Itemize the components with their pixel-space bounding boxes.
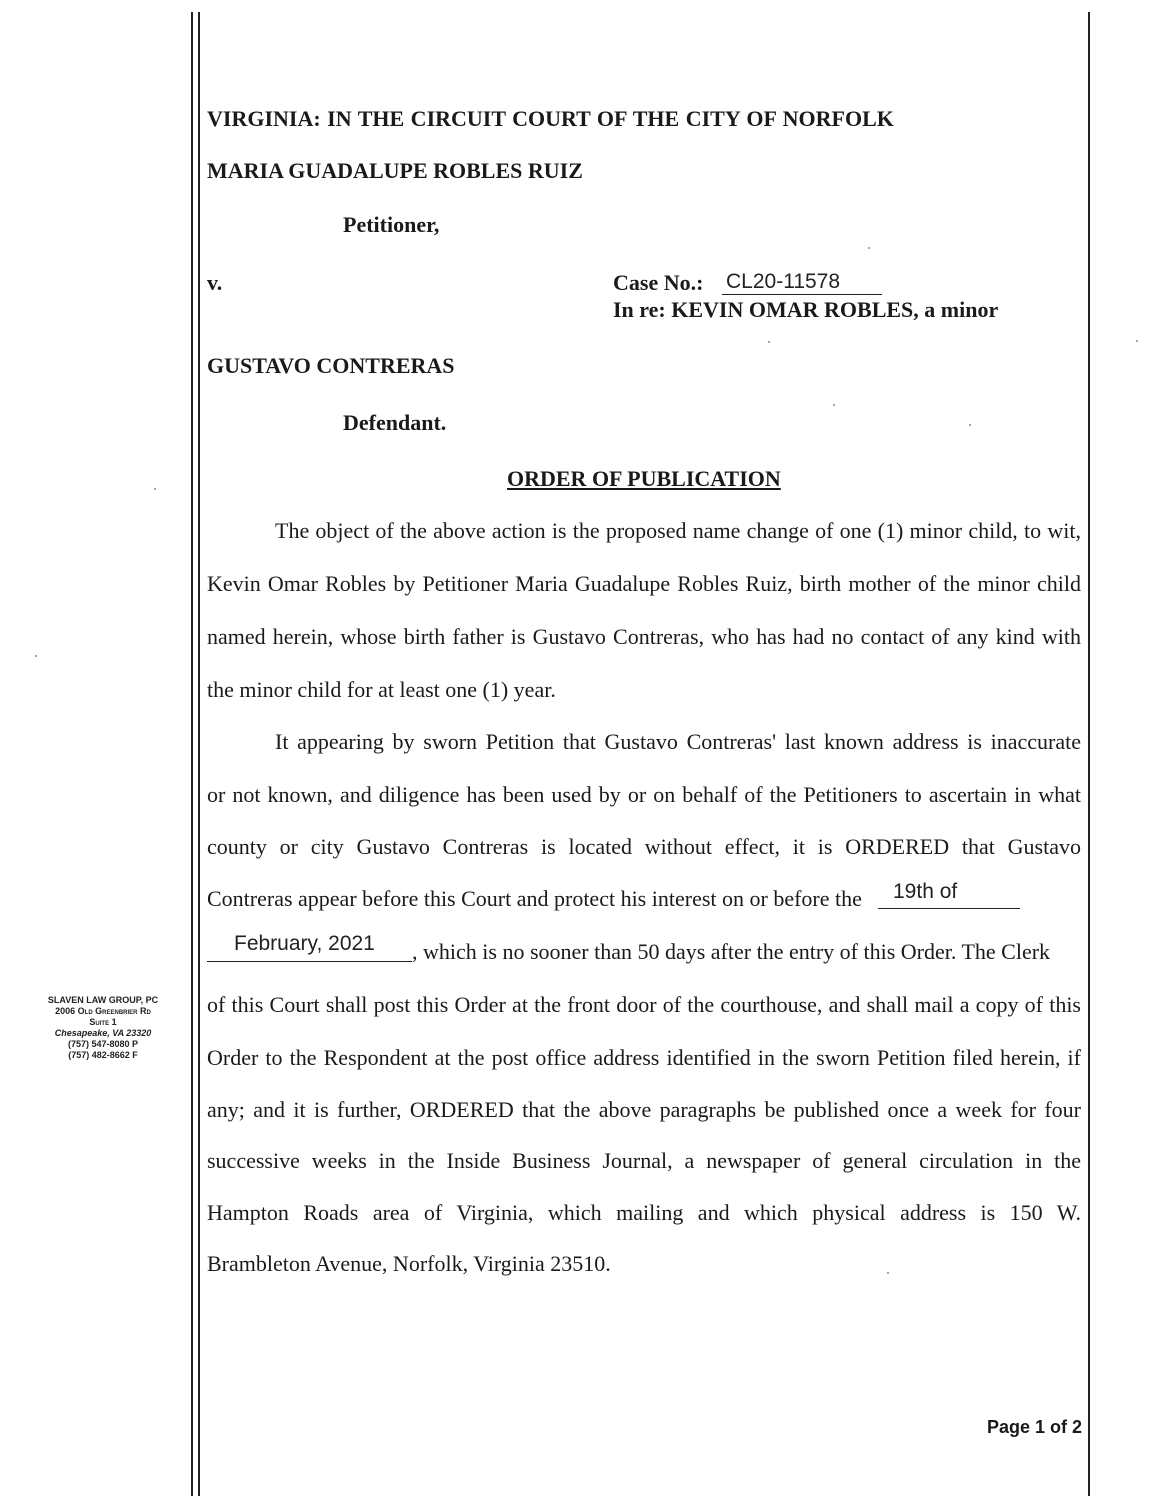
fill-in-day: 19th of	[893, 880, 958, 903]
firm-name: SLAVEN LAW GROUP, PC	[47, 995, 159, 1005]
fill-in-month-year-underline	[207, 961, 412, 962]
defendant-name: GUSTAVO CONTRERAS	[207, 353, 455, 378]
scan-speck	[833, 404, 835, 406]
para2-line-3: county or city Gustavo Contreras is located without effect, it is ORDERED that Gustavo	[207, 834, 1081, 859]
versus: v.	[207, 270, 223, 295]
para2-line-4: Contreras appear before this Court and protect his interest on or before the	[207, 886, 862, 911]
case-no-label: Case No.:	[613, 270, 704, 295]
scan-speck	[154, 488, 156, 490]
firm-city: Chesapeake, VA 23320	[54, 1028, 152, 1038]
scan-speck	[868, 247, 870, 249]
firm-suite: Suite 1	[89, 1017, 117, 1027]
para1-line-2: Kevin Omar Robles by Petitioner Maria Guadalupe Robles Ruiz, birth mother of the minor child	[207, 571, 1081, 596]
case-no-underline	[722, 294, 882, 295]
para2-line-9: successive weeks in the Inside Business Journal, a newspaper of general circulation in the	[207, 1148, 1081, 1173]
para2-line-7: Order to the Respondent at the post office address identified in the sworn Petition filed herein, if	[207, 1045, 1081, 1070]
petitioner-name: MARIA GUADALUPE ROBLES RUIZ	[207, 158, 583, 183]
para1-line-1: The object of the above action is the proposed name change of one (1) minor child, to wit,	[275, 518, 1081, 543]
para2-line-8: any; and it is further, ORDERED that the above paragraphs be published once a week for four	[207, 1097, 1081, 1122]
para2-line-1: It appearing by sworn Petition that Gustavo Contreras' last known address is inaccurate	[275, 729, 1081, 754]
order-title: ORDER OF PUBLICATION	[507, 466, 781, 491]
para1-line-3: named herein, whose birth father is Gustavo Contreras, who has had no contact of any kind with	[207, 624, 1081, 649]
scan-speck	[969, 424, 971, 426]
left-margin-rule-outer	[191, 12, 193, 1496]
firm-fax: (757) 482-8662 F	[68, 1050, 138, 1060]
scan-speck	[35, 655, 37, 657]
fill-in-month-year: February, 2021	[234, 932, 375, 955]
petitioner-label: Petitioner,	[343, 212, 440, 237]
scan-speck	[768, 341, 770, 343]
law-firm-block	[30, 995, 176, 1061]
firm-street: 2006 Old Greenbrier Rd	[55, 1006, 151, 1016]
fill-in-day-underline	[878, 908, 1020, 909]
page-number: Page 1 of 2	[987, 1417, 1083, 1437]
in-re-caption: In re: KEVIN OMAR ROBLES, a minor	[613, 297, 999, 322]
para2-line-6: of this Court shall post this Order at the front door of the courthouse, and shall mail a copy of this	[207, 992, 1081, 1017]
firm-phone: (757) 547-8080 P	[67, 1039, 139, 1049]
para2-line-5: , which is no sooner than 50 days after the entry of this Order. The Clerk	[412, 939, 1051, 964]
defendant-label: Defendant.	[343, 410, 447, 435]
para2-line-10: Hampton Roads area of Virginia, which mailing and which physical address is 150 W.	[207, 1200, 1081, 1225]
scan-speck	[1136, 340, 1138, 342]
para1-line-4: the minor child for at least one (1) year.	[207, 677, 556, 702]
left-margin-rule-inner	[198, 12, 200, 1496]
court-header: VIRGINIA: IN THE CIRCUIT COURT OF THE CITY OF NORFOLK	[207, 106, 894, 131]
case-no-value: CL20-11578	[726, 270, 841, 293]
para2-line-2: or not known, and diligence has been used by or on behalf of the Petitioners to ascertain in what	[207, 782, 1081, 807]
right-margin-rule	[1088, 12, 1090, 1496]
para2-line-11: Brambleton Avenue, Norfolk, Virginia 23510.	[207, 1251, 611, 1276]
